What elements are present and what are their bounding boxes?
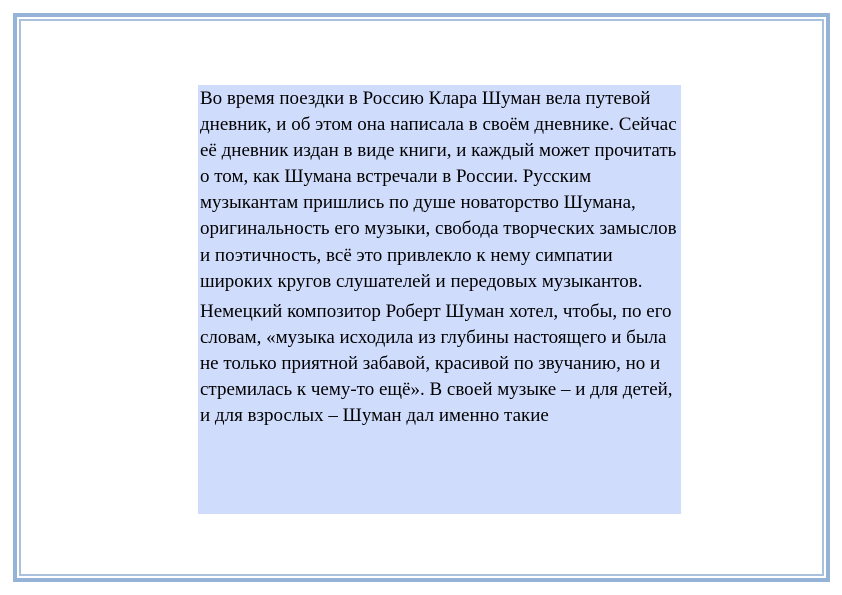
text-box [198,85,681,514]
paragraph-klara-diary: Во время поездки в Россию Клара Шуман вела путевой дневник, и об этом она написала в своём дневнике. Сейчас её дневник издан в виде книги, и каждый может прочитать о том, как Шумана встречали в России. Русским музыкантам пришлись по душе новаторство Шумана, оригинальность его музыки, свобода творческих замыслов и поэтичность, всё это привлекло к нему симпатии широких кругов слушателей и передовых музыкантов. [200,88,677,292]
paragraph-robert-schumann-quote: Немецкий композитор Роберт Шуман хотел, чтобы, по его словам, «музыка исходила из глубины настоящего и была не только приятной забавой, красивой по звучанию, но и стремилась к чему-то ещё». В своей музыке – и для детей, и для взрослых – Шуман дал именно такие [200,300,673,427]
